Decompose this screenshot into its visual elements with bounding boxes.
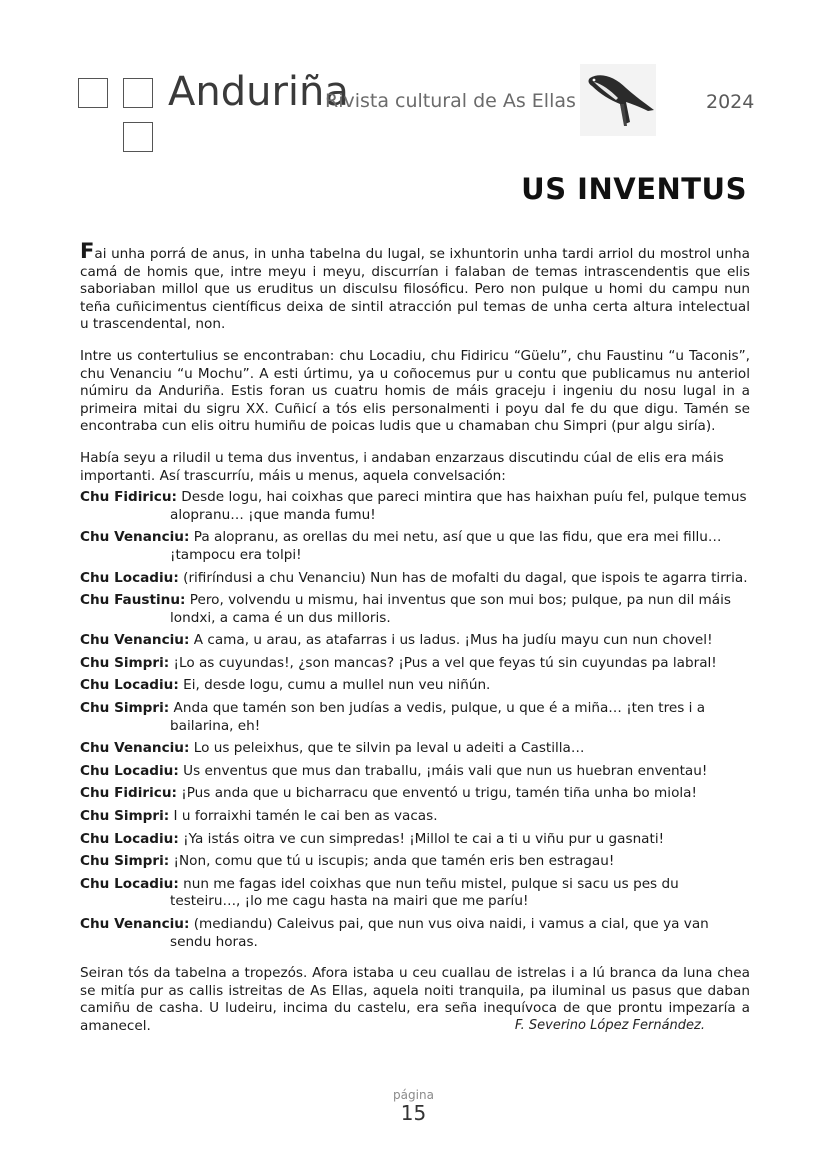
paragraph-intro-text: ai unha porrá de anus, in unha tabelna du lugal, se ixhuntorin unha tardi arriol du mostrol unha camá de homis que, intre meyu i meyu, discurrían i falaban de temas intrascendentis que elis saboriaban millol que us eruditus un disculsu filosóficu. Pero non pulque u homi du campu nun teña cuñicimentus científicus deixa de sintil atracción pul temas de unha certa altura intelectual u trascendental, non. <box>80 246 750 333</box>
line-text: Ei, desde logu, cumu a mullel nun veu niñún. <box>183 677 491 694</box>
line-text: ¡Pus anda que u bicharracu que enventó u trigu, tamén tiña unha bo miola! <box>181 785 697 802</box>
dialogue-line <box>80 529 750 564</box>
header-box-2 <box>123 78 153 108</box>
dialogue-line <box>80 876 750 911</box>
dialogue-line <box>80 785 750 803</box>
drop-cap: F <box>80 239 95 263</box>
dialogue-line <box>80 677 750 695</box>
dialogue-line <box>80 853 750 871</box>
speaker: Chu Fidiricu: <box>80 785 177 802</box>
article-author: F. Severino López Fernández. <box>514 1018 705 1033</box>
speaker: Chu Simpri: <box>80 808 170 825</box>
line-text: Lo us peleixhus, que te silvin pa leval u adeiti a Castilla… <box>193 740 585 757</box>
article-body <box>80 239 750 1050</box>
header-box-1 <box>78 78 108 108</box>
speaker: Chu Simpri: <box>80 700 170 717</box>
line-text: Anda que tamén son ben judías a vedis, pulque, u que é a miña… ¡ten tres i a bailarina, eh! <box>170 700 706 734</box>
dialogue-line <box>80 570 750 588</box>
speaker: Chu Venanciu: <box>80 632 190 649</box>
speaker: Chu Locadiu: <box>80 677 179 694</box>
dialogue-line <box>80 740 750 758</box>
dialogue-line <box>80 632 750 650</box>
paragraph-setup: Había seyu a riludil u tema dus inventus, i andaban enzarzaus discutindu cúal de elis era máis importanti. Así trascurríu, máis u menus, aquela convelsación: <box>80 449 724 484</box>
dialogue-line <box>80 763 750 781</box>
page-number: 15 <box>400 1101 427 1125</box>
line-text: Pa alopranu, as orellas du mei netu, así que u que las fidu, que era mei fillu… ¡tampocu era tolpi! <box>170 529 722 563</box>
line-text: nun me fagas idel coixhas que nun teñu mistel, pulque si sacu us pes du testeiru…, ¡lo me cagu hasta na mairi que me paríu! <box>170 875 679 910</box>
line-text: Us enventus que mus dan traballu, ¡máis vali que nun us huebran enventau! <box>183 762 708 779</box>
speaker: Chu Locadiu: <box>80 875 179 892</box>
header-box-3 <box>123 122 153 152</box>
speaker: Chu Venanciu: <box>80 916 190 932</box>
speaker: Chu Faustinu: <box>80 592 186 609</box>
line-text: ¡Lo as cuyundas!, ¿son mancas? ¡Pus a vel que feyas tú sin cuyundas pa labral! <box>173 654 717 671</box>
speaker: Chu Simpri: <box>80 853 170 870</box>
line-text: A cama, u arau, as atafarras i us ladus. ¡Mus ha judíu mayu cun nun chovel! <box>193 632 713 649</box>
speaker: Chu Venanciu: <box>80 529 190 546</box>
magazine-title: Anduriña <box>168 69 349 115</box>
magazine-subtitle: Rivista cultural de As Ellas <box>325 90 576 112</box>
dialogue-line <box>80 655 750 673</box>
line-text: (mediandu) Caleivus pai, que nun vus oiva naidi, i vamus a cial, que ya van sendu horas. <box>170 916 709 950</box>
page-label: página <box>393 1088 434 1102</box>
line-text: ¡Ya istás oitra ve cun simpredas! ¡Millol te cai a ti u viñu pur u gasnati! <box>183 830 665 847</box>
swallow-bird-icon <box>580 64 656 136</box>
speaker: Chu Simpri: <box>80 654 170 671</box>
speaker: Chu Venanciu: <box>80 740 190 757</box>
dialogue-line <box>80 916 750 951</box>
article-title: US INVENTUS <box>521 172 747 206</box>
line-text: (rifiríndusi a chu Venanciu) Nun has de mofalti du dagal, que ispois te agarra tirria. <box>183 569 748 586</box>
paragraph-contertulius: Intre us contertulius se encontraban: chu Locadiu, chu Fidiricu “Güelu”, chu Faustinu “u Taconis”, chu Venanciu “u Mochu”. A esti úrtimu, ya u coñocemus pur u contu que publicamus nu anteriol númiru da Anduriña. Estis foran us cuatru homis de máis graceju i ingeniu du nosu lugal in a primeira mitai du sigru XX. Cuñicí a tós elis personalmenti i poyu dal fe du que digu. Tamén se encontraba cun elis oitru humiñu de poicas ludis que u chamaban chu Simpri (pur algu siría). <box>80 347 750 435</box>
line-text: ¡Non, comu que tú u iscupis; anda que tamén eris ben estragau! <box>173 853 615 870</box>
dialogue-line <box>80 489 750 524</box>
line-text: Desde logu, hai coixhas que pareci mintira que has haixhan puíu fel, pulque temus alopranu… ¡que manda fumu! <box>170 489 747 523</box>
paragraph-intro <box>80 239 750 334</box>
line-text: Pero, volvendu u mismu, hai inventus que son mui bos; pulque, pa nun dil máis londxi, a cama é un dus milloris. <box>170 592 731 626</box>
line-text: I u forraixhi tamén le cai ben as vacas. <box>173 808 438 825</box>
dialogue-line <box>80 831 750 849</box>
speaker: Chu Fidiricu: <box>80 489 177 506</box>
dialogue-line <box>80 808 750 826</box>
speaker: Chu Locadiu: <box>80 569 179 586</box>
paragraph-closing: Seiran tós da tabelna a tropezós. Afora istaba u ceu cuallau de istrelas i a lú branca da luna chea se mitía pur as callis istreitas de As Ellas, aquela noiti tranquila, pa iluminal us pasus que daban camiñu de casha. U ludeiru, incima du castelu, era seña inequívoca de que prontu impezaría a amanecel. <box>80 965 750 1034</box>
issue-year: 2024 <box>706 91 755 113</box>
dialogue-line <box>80 592 750 627</box>
speaker: Chu Locadiu: <box>80 830 179 847</box>
dialogue-line <box>80 700 750 735</box>
speaker: Chu Locadiu: <box>80 762 179 779</box>
